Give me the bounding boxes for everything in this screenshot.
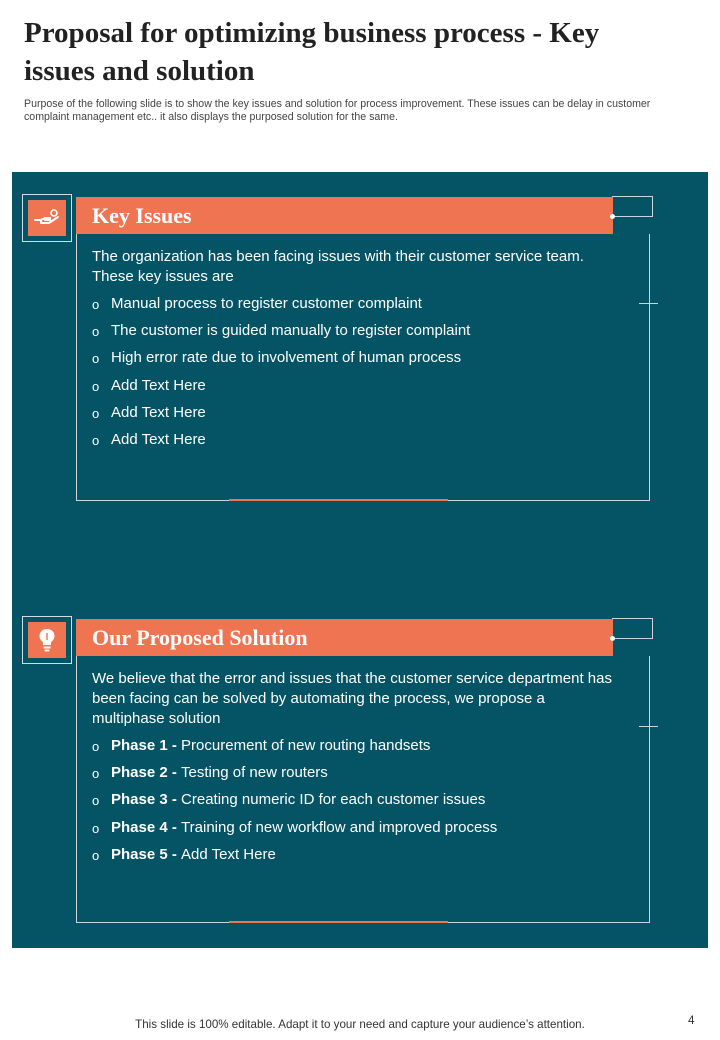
decorative-dot xyxy=(610,214,615,219)
decorative-bracket xyxy=(639,726,658,727)
bullet: o xyxy=(92,432,100,448)
proposed-solution-body xyxy=(92,669,612,872)
bullet: o xyxy=(92,324,100,340)
list-item-text: Procurement of new routing handsets xyxy=(181,737,431,754)
lightbulb-icon xyxy=(28,622,66,658)
decorative-tab xyxy=(612,196,653,217)
footer-note: This slide is 100% editable. Adapt it to your need and capture your audience’s attention. xyxy=(135,1018,585,1031)
phase-label: Phase 2 - xyxy=(111,764,182,782)
bullet: o xyxy=(92,739,100,754)
proposed-solution-list xyxy=(92,736,612,872)
bullet: o xyxy=(92,297,100,312)
bullet: o xyxy=(92,793,100,809)
list-item-text: Training of new workflow and improved process xyxy=(181,818,498,836)
key-issues-icon-frame xyxy=(22,194,72,242)
list-item xyxy=(92,403,612,430)
bullet: o xyxy=(92,766,100,782)
list-item xyxy=(92,818,612,845)
list-item xyxy=(92,348,612,375)
list-item-text: Manual process to register customer complaint xyxy=(111,295,422,312)
bullet: o xyxy=(92,351,100,367)
phase-label: Phase 4 - xyxy=(111,818,182,836)
list-item xyxy=(92,736,612,763)
key-issues-heading: Key Issues xyxy=(92,203,192,228)
key-issues-list xyxy=(92,294,612,457)
bullet: o xyxy=(92,378,100,394)
key-issues-body xyxy=(92,247,612,457)
page-title: Proposal for optimizing business process - Key issues and solution xyxy=(24,17,600,87)
list-item-text: Add Text Here xyxy=(111,376,206,394)
proposed-solution-icon-frame xyxy=(22,616,72,664)
decorative-bracket xyxy=(639,303,658,304)
key-issues-header-bar xyxy=(76,197,613,234)
decorative-dot xyxy=(610,636,615,641)
list-item xyxy=(92,790,612,817)
proposed-solution-section xyxy=(12,616,708,936)
list-item-text: Creating numeric ID for each customer issues xyxy=(181,791,486,809)
list-item-text: High error rate due to involvement of human process xyxy=(111,349,462,367)
list-item xyxy=(92,763,612,790)
phase-label: Phase 5 - xyxy=(111,845,182,863)
bullet: o xyxy=(92,820,100,836)
list-item xyxy=(92,430,612,457)
bullet: o xyxy=(92,405,100,421)
list-item-text: Testing of new routers xyxy=(181,764,328,782)
proposed-solution-intro: We believe that the error and issues that the customer service department has been facing can be solved by automating the process, we propose a multiphase solution xyxy=(92,670,612,727)
bullet: o xyxy=(92,847,100,863)
key-issues-intro: The organization has been facing issues with their customer service team. These key issues are xyxy=(92,248,584,285)
list-item-text: Add Text Here xyxy=(111,430,206,448)
bottom-accent-line xyxy=(229,499,448,501)
list-item-text: Add Text Here xyxy=(181,845,276,863)
page-number: 4 xyxy=(688,1014,695,1027)
proposed-solution-header-bar xyxy=(76,619,613,656)
bottom-accent-line xyxy=(229,921,448,923)
decorative-tab xyxy=(612,618,653,639)
hand-money-icon xyxy=(28,200,66,236)
list-item-text: The customer is guided manually to register complaint xyxy=(111,322,471,340)
page-subtitle: Purpose of the following slide is to show the key issues and solution for process improvement. These issues can be delay in customer complaint management etc.. it also displays the purposed solution for the same. xyxy=(24,98,651,123)
list-item xyxy=(92,376,612,403)
phase-label: Phase 3 - xyxy=(111,791,182,809)
list-item xyxy=(92,845,612,872)
proposed-solution-heading: Our Proposed Solution xyxy=(92,625,308,650)
list-item xyxy=(92,321,612,348)
key-issues-section xyxy=(12,194,708,514)
phase-label: Phase 1 - xyxy=(111,737,182,754)
list-item xyxy=(92,294,612,321)
list-item-text: Add Text Here xyxy=(111,403,206,421)
content-panel xyxy=(12,172,708,948)
